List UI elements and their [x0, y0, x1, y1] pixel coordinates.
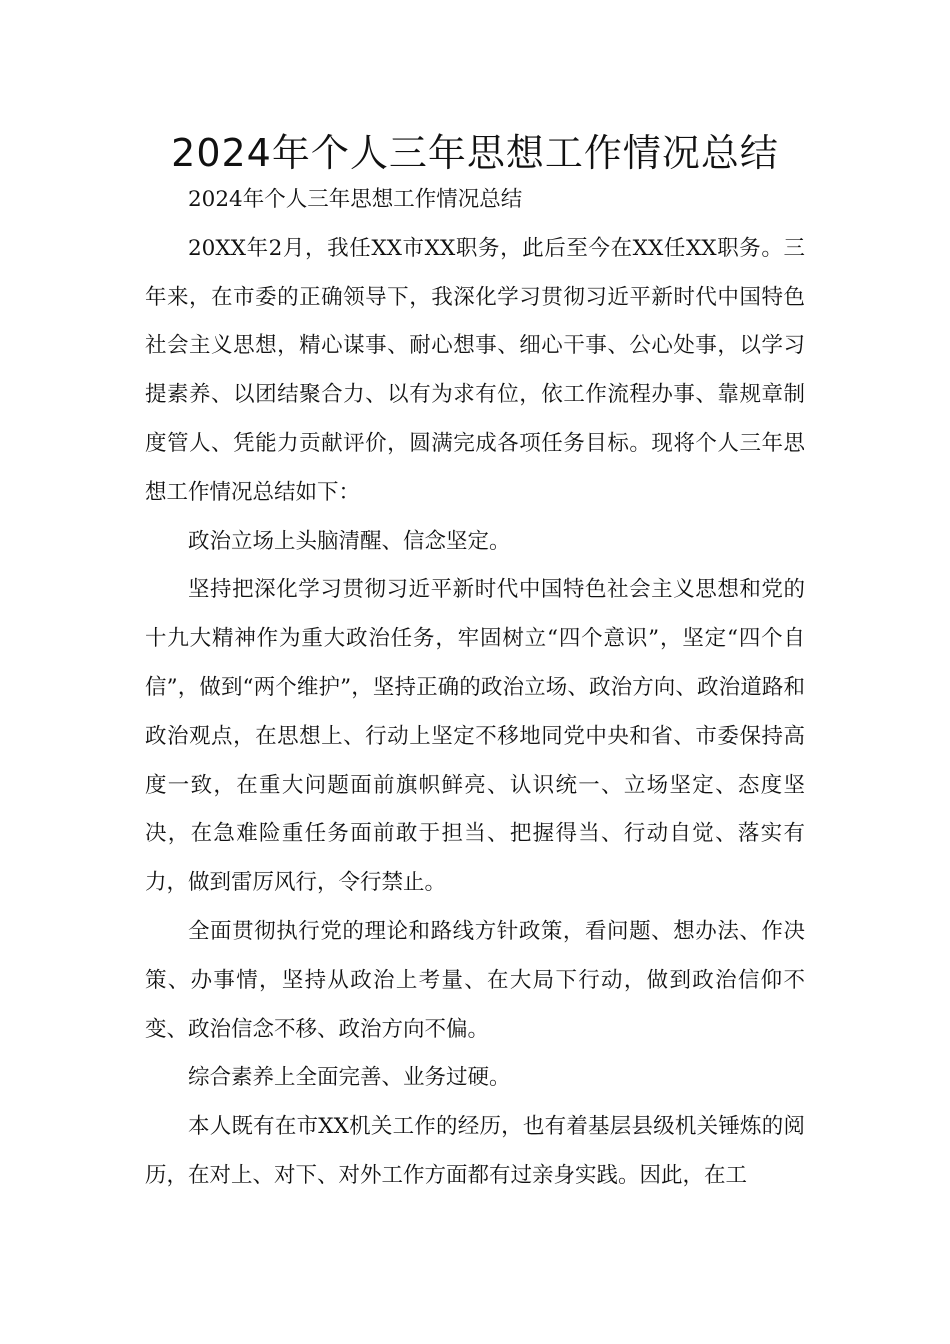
paragraph-political-2: 全面贯彻执行党的理论和路线方针政策，看问题、想办法、作决策、办事情，坚持从政治上考量、在大局下行动，做到政治信仰不变、政治信念不移、政治方向不偏。 [145, 918, 805, 1042]
section-heading-competence: 综合素养上全面完善、业务过硬。 [188, 1065, 511, 1091]
document-title: 2024年个人三年思想工作情况总结 [171, 131, 779, 175]
paragraph-subtitle: 2024年个人三年思想工作情况总结 [188, 187, 523, 212]
document-body [145, 176, 805, 1201]
paragraph-intro: 20XX年2月，我任XX市XX职务，此后至今在XX任XX职务。三年来，在市委的正确领导下，我深化学习贯彻习近平新时代中国特色社会主义思想，精心谋事、耐心想事、细心干事、公心处事，以学习提素养、以团结聚合力、以有为求有位，依工作流程办事、靠规章制度管人、凭能力贡献评价，圆满完成各项任务目标。现将个人三年思想工作情况总结如下： [145, 235, 805, 505]
paragraph-competence-1: 本人既有在市XX机关工作的经历，也有着基层县级机关锤炼的阅历，在对上、对下、对外工作方面都有过亲身实践。因此，在工 [145, 1114, 805, 1188]
paragraph-political-1: 坚持把深化学习贯彻习近平新时代中国特色社会主义思想和党的十九大精神作为重大政治任务，牢固树立“四个意识”，坚定“四个自信”，做到“两个维护”，坚持正确的政治立场、政治方向、政治道路和政治观点，在思想上、行动上坚定不移地同党中央和省、市委保持高度一致，在重大问题面前旗帜鲜亮、认识统一、立场坚定、态度坚决，在急难险重任务面前敢于担当、把握得当、行动自觉、落实有力，做到雷厉风行，令行禁止。 [145, 577, 805, 896]
section-heading-political: 政治立场上头脑清醒、信念坚定。 [188, 528, 511, 554]
